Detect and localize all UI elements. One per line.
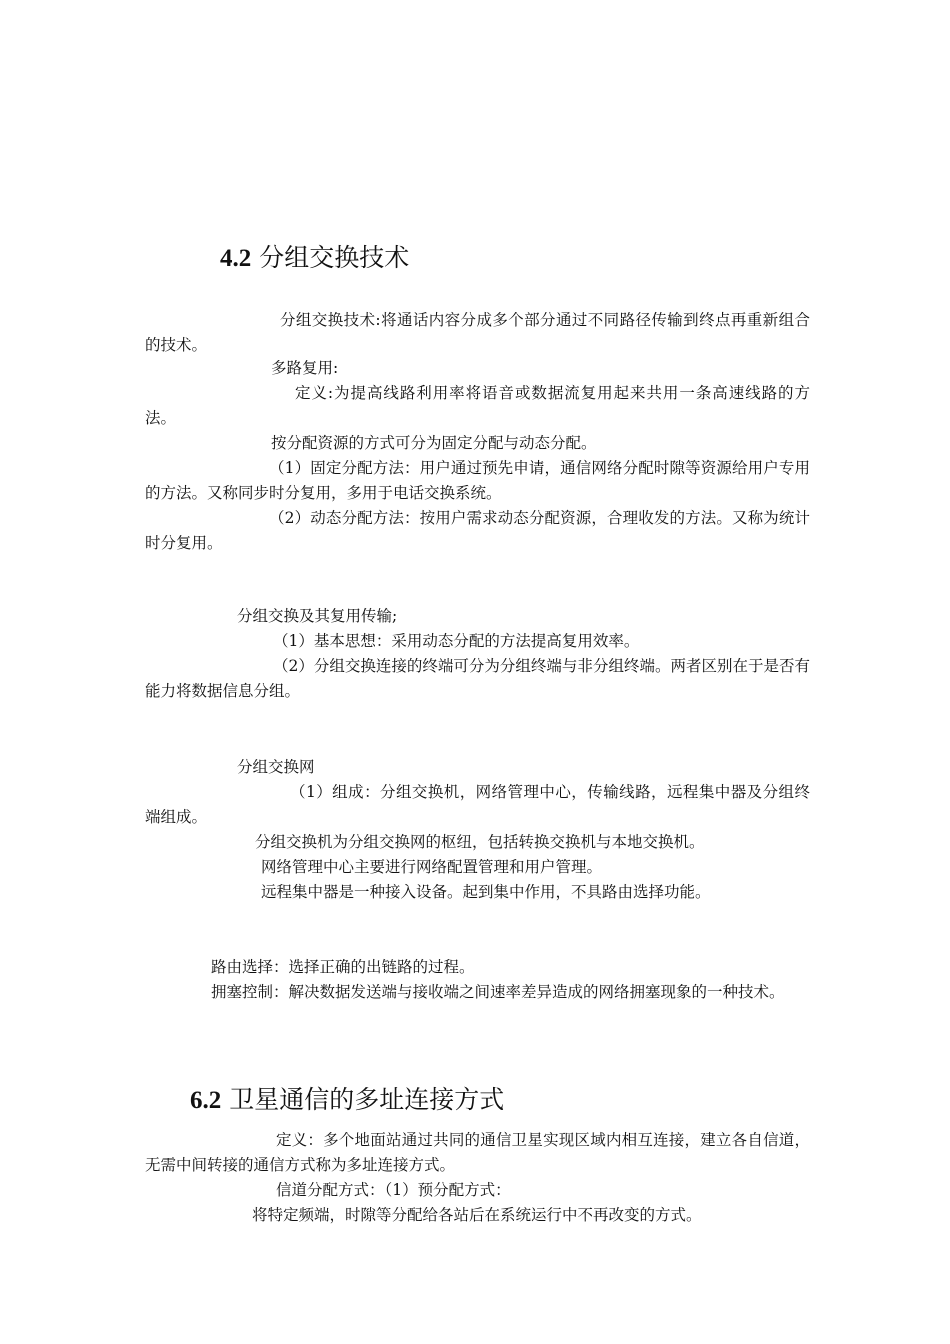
paragraph: 按分配资源的方式可分为固定分配与动态分配。 — [271, 434, 597, 452]
paragraph: （2）分组交换连接的终端可分为分组终端与非分组终端。两者区别在于是否有能力将数据信息分组。 — [145, 657, 810, 700]
paragraph: 拥塞控制：解决数据发送端与接收端之间速率差异造成的网络拥塞现象的一种技术。 — [211, 983, 785, 1001]
section-heading-6-2 — [190, 1080, 504, 1116]
paragraph: 信道分配方式：（1）预分配方式： — [276, 1181, 511, 1199]
section-title: 分组交换技术 — [259, 243, 410, 272]
section-number: 6.2 — [190, 1087, 222, 1114]
section-heading-4-2 — [220, 238, 409, 274]
paragraph: 分组交换技术:将通话内容分成多个部分通过不同路径传输到终点再重新组合的技术。 — [145, 311, 810, 354]
paragraph: 将特定频端，时隙等分配给各站后在系统运行中不再改变的方式。 — [252, 1206, 702, 1224]
paragraph: 分组交换机为分组交换网的枢纽，包括转换交换机与本地交换机。 — [255, 833, 705, 851]
paragraph: （1）基本思想：采用动态分配的方法提高复用效率。 — [273, 632, 640, 650]
paragraph: 远程集中器是一种接入设备。起到集中作用，不具路由选择功能。 — [261, 883, 711, 901]
paragraph: 定义：多个地面站通过共同的通信卫星实现区域内相互连接，建立各自信道，无需中间转接的通信方式称为多址连接方式。 — [145, 1131, 810, 1174]
paragraph: 分组交换及其复用传输; — [237, 607, 398, 625]
paragraph: 分组交换网 — [237, 758, 315, 776]
paragraph: 定义:为提高线路利用率将语音或数据流复用起来共用一条高速线路的方法。 — [145, 384, 810, 427]
section-number: 4.2 — [220, 245, 252, 272]
paragraph: 路由选择：选择正确的出链路的过程。 — [211, 958, 475, 976]
paragraph: 多路复用: — [271, 359, 339, 377]
section-title: 卫星通信的多址连接方式 — [229, 1085, 505, 1114]
paragraph: （1）固定分配方法：用户通过预先申请，通信网络分配时隙等资源给用户专用的方法。又称同步时分复用，多用于电话交换系统。 — [145, 459, 810, 502]
paragraph: （1）组成：分组交换机，网络管理中心，传输线路，远程集中器及分组终端组成。 — [145, 783, 810, 826]
paragraph: （2）动态分配方法：按用户需求动态分配资源，合理收发的方法。又称为统计时分复用。 — [145, 509, 810, 552]
paragraph: 网络管理中心主要进行网络配置管理和用户管理。 — [261, 858, 603, 876]
